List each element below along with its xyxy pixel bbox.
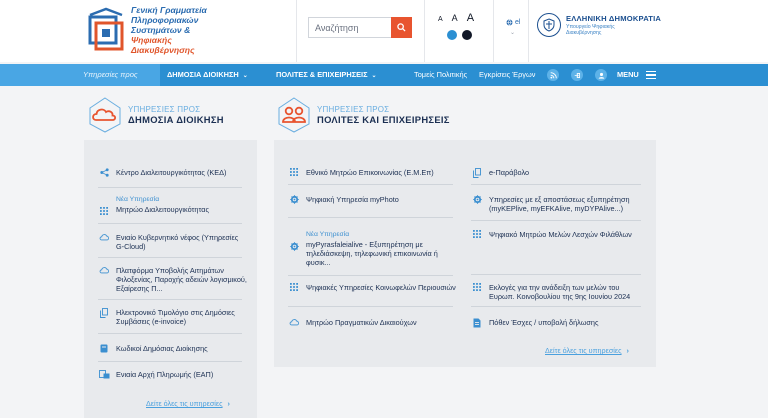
nav-item-policy-sectors[interactable] bbox=[414, 64, 467, 86]
search-button[interactable] bbox=[391, 17, 412, 38]
chevron-down-icon: ⌄ bbox=[242, 73, 248, 79]
list-item[interactable] bbox=[288, 318, 458, 327]
contrast-blue-button[interactable] bbox=[447, 30, 457, 40]
divider bbox=[98, 187, 242, 188]
grid-icon bbox=[288, 168, 300, 176]
list-item[interactable] bbox=[471, 283, 643, 301]
nav-item-label: Εγκρίσεις Έργων bbox=[479, 70, 536, 79]
list-item[interactable] bbox=[471, 168, 641, 178]
list-item-label: Υπηρεσίες με εξ αποστάσεως εξυπηρέτηση (myKEPlive, myEFKAlive, myDYPAlive...) bbox=[489, 195, 630, 213]
logo-line: Συστημάτων & bbox=[131, 25, 191, 35]
citizens-card bbox=[274, 140, 656, 367]
gov-subtitle: Υπουργείο Ψηφιακής Διακυβέρνησης bbox=[566, 24, 615, 36]
gov-title: ΕΛΛΗΝΙΚΗ ΔΗΜΟΚΡΑΤΙΑ bbox=[566, 14, 662, 23]
list-item[interactable] bbox=[98, 168, 253, 177]
hamburger-icon[interactable] bbox=[646, 71, 656, 79]
section-pre: ΥΠΗΡΕΣΙΕΣ ΠΡΟΣ bbox=[128, 105, 201, 114]
list-item-label: Πλατφόρμα Υποβολής Αιτημάτων Φιλοξενίας, Παροχής αδειών λογισμικού, Εξαίρεσης Π... bbox=[116, 266, 247, 293]
chevron-right-icon: › bbox=[626, 346, 629, 355]
section-pre: ΥΠΗΡΕΣΙΕΣ ΠΡΟΣ bbox=[317, 105, 390, 114]
logo-line: Ψηφιακής Διακυβέρνησης bbox=[131, 35, 195, 55]
grid-icon bbox=[471, 283, 483, 291]
divider bbox=[471, 274, 641, 275]
nav-item-project-approvals[interactable] bbox=[479, 64, 535, 86]
copy-icon bbox=[98, 308, 110, 318]
list-item[interactable] bbox=[288, 283, 458, 292]
nav-item-label: Τομείς Πολιτικής bbox=[414, 70, 468, 79]
list-item-label: Ηλεκτρονικό Τιμολόγιο στις Δημόσιες Συμβάσεις (e-invoice) bbox=[116, 308, 235, 326]
divider bbox=[471, 220, 641, 221]
header-divider bbox=[493, 0, 494, 62]
list-item-label: myPyrasfaleialive - Εξυπηρέτηση με τηλεδιάσκεψη, τηλεφωνική επικοινωνία ή φυσικ... bbox=[306, 240, 438, 267]
gear-icon bbox=[288, 242, 300, 251]
list-item-label: Ενιαία Αρχή Πληρωμής (ΕΑΠ) bbox=[116, 370, 214, 379]
list-item-label: Μητρώο Διαλειτουργικότητας bbox=[116, 205, 210, 214]
list-item[interactable] bbox=[98, 266, 248, 293]
citizens-heading bbox=[275, 96, 450, 134]
contrast-dark-button[interactable] bbox=[462, 30, 472, 40]
user-icon[interactable] bbox=[595, 69, 607, 81]
list-item-label: Πόθεν Έσχες / υποβολή δήλωσης bbox=[489, 318, 599, 327]
nav-item-citizens-businesses[interactable] bbox=[276, 64, 377, 86]
government-brand[interactable] bbox=[537, 13, 661, 37]
public-admin-card bbox=[84, 140, 257, 418]
list-item-label: Εθνικό Μητρώο Επικοινωνίας (Ε.Μ.Επ) bbox=[306, 168, 434, 177]
list-item[interactable] bbox=[288, 168, 458, 177]
header-divider bbox=[528, 0, 529, 62]
cloud-icon bbox=[98, 233, 110, 241]
font-size-small-button[interactable]: A bbox=[438, 16, 443, 23]
divider bbox=[288, 184, 453, 185]
list-item-label: Ψηφιακή Υπηρεσία myPhoto bbox=[306, 195, 399, 204]
divider bbox=[288, 275, 453, 276]
greek-emblem-icon bbox=[537, 13, 561, 37]
cloud-badge-icon bbox=[86, 96, 124, 134]
header-divider bbox=[424, 0, 425, 62]
payment-icon bbox=[98, 370, 110, 379]
logo-line: Γενική Γραμματεία bbox=[131, 5, 207, 15]
gear-icon bbox=[471, 195, 483, 204]
see-all-label: Δείτε όλες τις υπηρεσίες bbox=[146, 399, 223, 408]
menu-label: MENU bbox=[617, 70, 639, 79]
divider bbox=[471, 306, 641, 307]
search-input[interactable] bbox=[309, 18, 393, 37]
list-item-label: Ενιαίο Κυβερνητικό νέφος (Υπηρεσίες G-Cloud) bbox=[116, 233, 239, 251]
see-all-services-link[interactable] bbox=[146, 399, 230, 408]
login-icon[interactable] bbox=[571, 69, 583, 81]
language-selector[interactable] bbox=[506, 19, 520, 26]
divider bbox=[98, 257, 242, 258]
search-box bbox=[308, 17, 412, 38]
list-item-label: Ψηφιακές Υπηρεσίες Κοινωφελών Περιουσιών bbox=[306, 283, 456, 292]
cloud-icon bbox=[98, 266, 110, 274]
divider bbox=[98, 333, 242, 334]
logo-emblem-icon bbox=[86, 7, 126, 53]
list-item[interactable] bbox=[98, 233, 248, 251]
list-item[interactable] bbox=[288, 195, 458, 204]
people-badge-icon bbox=[275, 96, 313, 134]
rss-icon[interactable] bbox=[547, 69, 559, 81]
cloud-icon bbox=[288, 318, 300, 326]
list-item[interactable] bbox=[98, 370, 248, 379]
main-nav bbox=[0, 64, 768, 86]
list-item[interactable] bbox=[471, 318, 641, 328]
grid-icon bbox=[98, 207, 110, 215]
divider bbox=[471, 184, 641, 185]
font-size-controls bbox=[438, 12, 474, 24]
site-logo[interactable] bbox=[86, 4, 226, 56]
see-all-services-link[interactable] bbox=[545, 346, 629, 355]
share-icon bbox=[98, 168, 110, 177]
see-all-label: Δείτε όλες τις υπηρεσίες bbox=[545, 346, 622, 355]
nav-item-label: ΔΗΜΟΣΙΑ ΔΙΟΙΚΗΣΗ bbox=[167, 70, 239, 79]
public-admin-heading bbox=[86, 96, 224, 134]
section-title: ΔΗΜΟΣΙΑ ΔΙΟΙΚΗΣΗ bbox=[128, 114, 224, 125]
grid-icon bbox=[471, 230, 483, 238]
logo-line: Πληροφοριακών bbox=[131, 15, 199, 25]
list-item-label: Κωδικοί Δημόσιας Διοίκησης bbox=[116, 344, 208, 353]
nav-item-label: ΠΟΛΙΤΕΣ & ΕΠΙΧΕΙΡΗΣΕΙΣ bbox=[276, 70, 368, 79]
divider bbox=[288, 217, 453, 218]
divider bbox=[98, 361, 242, 362]
language-code: el bbox=[515, 19, 521, 26]
divider bbox=[288, 306, 453, 307]
gear-icon bbox=[288, 195, 300, 204]
list-item-label: e-Παράβολο bbox=[489, 168, 530, 177]
menu-button[interactable] bbox=[617, 64, 639, 86]
globe-icon bbox=[506, 19, 513, 26]
nav-prefix bbox=[83, 64, 138, 86]
nav-item-public-administration[interactable] bbox=[167, 64, 248, 86]
new-service-tag: Νέα Υπηρεσία bbox=[306, 231, 350, 238]
font-size-large-button[interactable]: A bbox=[466, 12, 475, 24]
list-item-label: Ψηφιακό Μητρώο Μελών Λεσχών Φιλάθλων bbox=[489, 230, 632, 239]
new-service-tag: Νέα Υπηρεσία bbox=[116, 196, 160, 203]
divider bbox=[98, 299, 242, 300]
search-icon bbox=[397, 23, 406, 32]
grid-icon bbox=[288, 283, 300, 291]
list-item-label: Κέντρο Διαλειτουργικότητας (ΚΕΔ) bbox=[116, 168, 227, 177]
nav-prefix-label: Υπηρεσίες προς bbox=[83, 70, 138, 79]
chevron-right-icon: › bbox=[227, 399, 230, 408]
chevron-down-icon: ⌄ bbox=[510, 30, 516, 36]
list-item[interactable] bbox=[98, 308, 248, 326]
book-icon bbox=[98, 344, 110, 353]
divider bbox=[98, 223, 242, 224]
list-item[interactable] bbox=[98, 344, 248, 353]
list-item[interactable] bbox=[471, 195, 643, 213]
section-title: ΠΟΛΙΤΕΣ ΚΑΙ ΕΠΙΧΕΙΡΗΣΕΙΣ bbox=[317, 114, 450, 125]
header-divider bbox=[296, 0, 297, 62]
list-item[interactable] bbox=[288, 230, 458, 267]
list-item[interactable] bbox=[98, 195, 253, 215]
site-header bbox=[0, 0, 768, 62]
list-item-label: Εκλογές για την ανάδειξη των μελών του Ευρωπ. Κοινοβουλίου της 9ης Ιουνίου 2024 bbox=[489, 283, 631, 301]
copy-icon bbox=[471, 168, 483, 178]
doc-icon bbox=[471, 318, 483, 328]
chevron-down-icon: ⌄ bbox=[371, 73, 377, 79]
font-size-medium-button[interactable]: A bbox=[451, 13, 458, 23]
list-item-label: Μητρώο Πραγματικών Δικαιούχων bbox=[306, 318, 417, 327]
list-item[interactable] bbox=[471, 230, 636, 239]
